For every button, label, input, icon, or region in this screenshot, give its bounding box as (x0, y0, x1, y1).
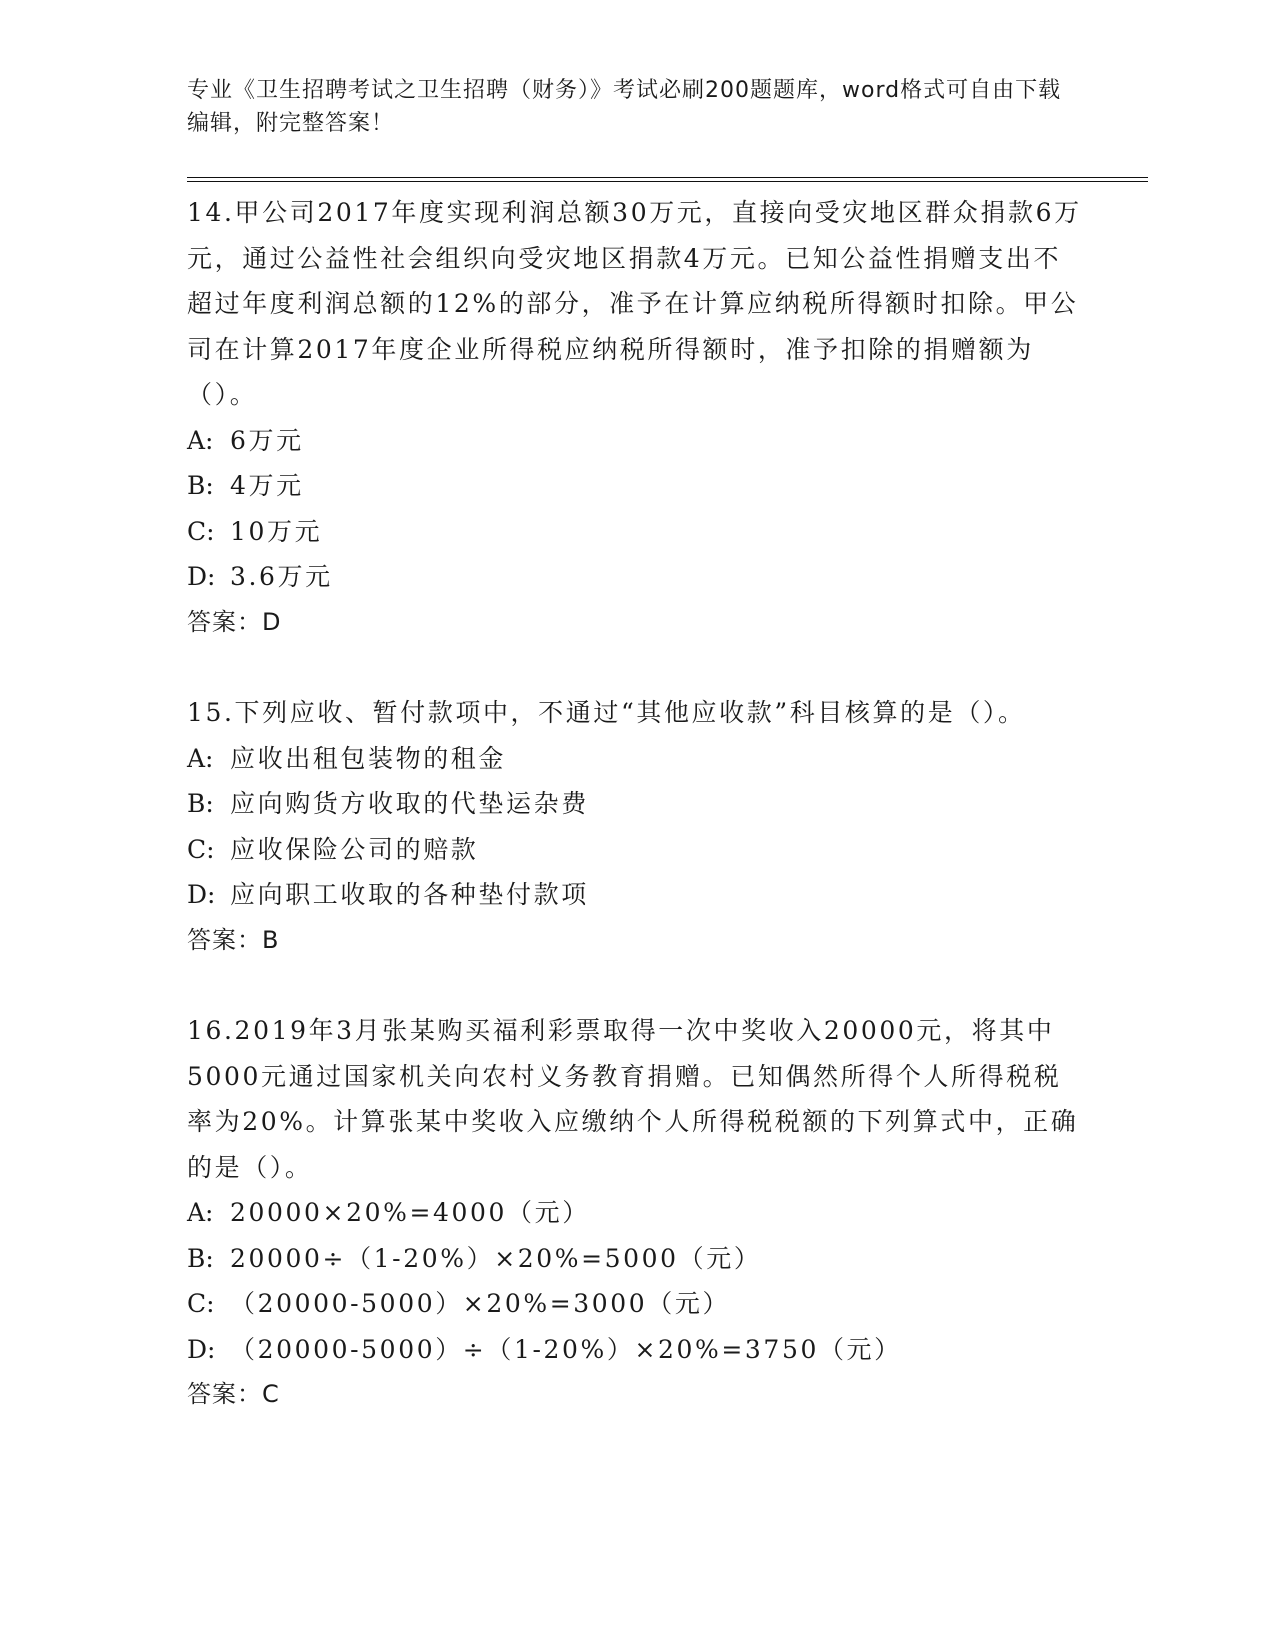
option-text: 3.6万元 (230, 562, 333, 591)
spacer (187, 963, 1087, 1008)
option-text: 应收出租包装物的租金 (230, 743, 507, 773)
option-c (187, 1281, 1087, 1327)
option-text: 应收保险公司的赔款 (230, 834, 479, 864)
option-key: A: (187, 425, 214, 455)
option-key: D: (187, 562, 216, 591)
option-a (187, 736, 1087, 782)
question-14 (187, 190, 1087, 645)
option-b (187, 1236, 1087, 1282)
option-d (187, 872, 1087, 918)
option-text: 6万元 (230, 425, 304, 455)
question-text: 15.下列应收、暂付款项中，不通过“其他应收款”科目核算的是（）。 (187, 698, 1026, 727)
option-text: 10万元 (230, 516, 323, 546)
header-rule-top (187, 177, 1148, 178)
option-key: C: (187, 1289, 215, 1318)
question-text: 14.甲公司2017年度实现利润总额30万元，直接向受灾地区群众捐款6万元，通过公益性社会组织向受灾地区捐款4万元。已知公益性捐赠支出不超过年度利润总额的12%的部分，准予在计算应纳税所得额时扣除。甲公司在计算2017年度企业所得税应纳税所得额时，准予扣除的捐赠额为（）。 (187, 198, 1082, 409)
option-key: A: (187, 1198, 214, 1227)
answer-line: 答案：B (187, 925, 280, 954)
option-key: D: (187, 1334, 216, 1364)
option-b (187, 463, 1087, 509)
option-text: 4万元 (230, 471, 304, 500)
option-key: C: (187, 834, 215, 864)
option-text: 应向购货方收取的代垫运杂费 (230, 789, 589, 818)
option-key: B: (187, 471, 214, 500)
option-a (187, 1190, 1087, 1236)
option-d (187, 554, 1087, 600)
answer-line: 答案：C (187, 1380, 280, 1408)
answer-line: 答案：D (187, 607, 282, 636)
spacer (187, 645, 1087, 690)
option-d (187, 1327, 1087, 1373)
option-text: 20000÷（1-20%）×20%=5000（元） (230, 1243, 762, 1273)
option-text: 20000×20%=4000（元） (230, 1198, 590, 1227)
question-16 (187, 1008, 1087, 1418)
option-key: B: (187, 1243, 214, 1273)
document-header: 专业《卫生招聘考试之卫生招聘（财务）》考试必刷200题题库，word格式可自由下载编辑，附完整答案！ (187, 78, 1062, 136)
option-c (187, 827, 1087, 873)
question-list (187, 190, 1087, 1418)
option-key: C: (187, 516, 215, 546)
question-15 (187, 690, 1087, 963)
option-text: （20000-5000）÷（1-20%）×20%=3750（元） (230, 1334, 902, 1364)
option-b (187, 781, 1087, 827)
option-key: D: (187, 880, 216, 909)
option-a (187, 418, 1087, 464)
option-key: A: (187, 743, 214, 773)
option-text: 应向职工收取的各种垫付款项 (230, 880, 589, 909)
option-key: B: (187, 789, 214, 818)
question-text: 16.2019年3月张某购买福利彩票取得一次中奖收入20000元，将其中5000元通过国家机关向农村义务教育捐赠。已知偶然所得个人所得税税率为20%。计算张某中奖收入应缴纳个人所得税税额的下列算式中，正确的是（）。 (187, 1016, 1079, 1182)
header-rule-bottom (187, 181, 1148, 182)
option-text: （20000-5000）×20%=3000（元） (230, 1289, 731, 1318)
option-c (187, 509, 1087, 555)
